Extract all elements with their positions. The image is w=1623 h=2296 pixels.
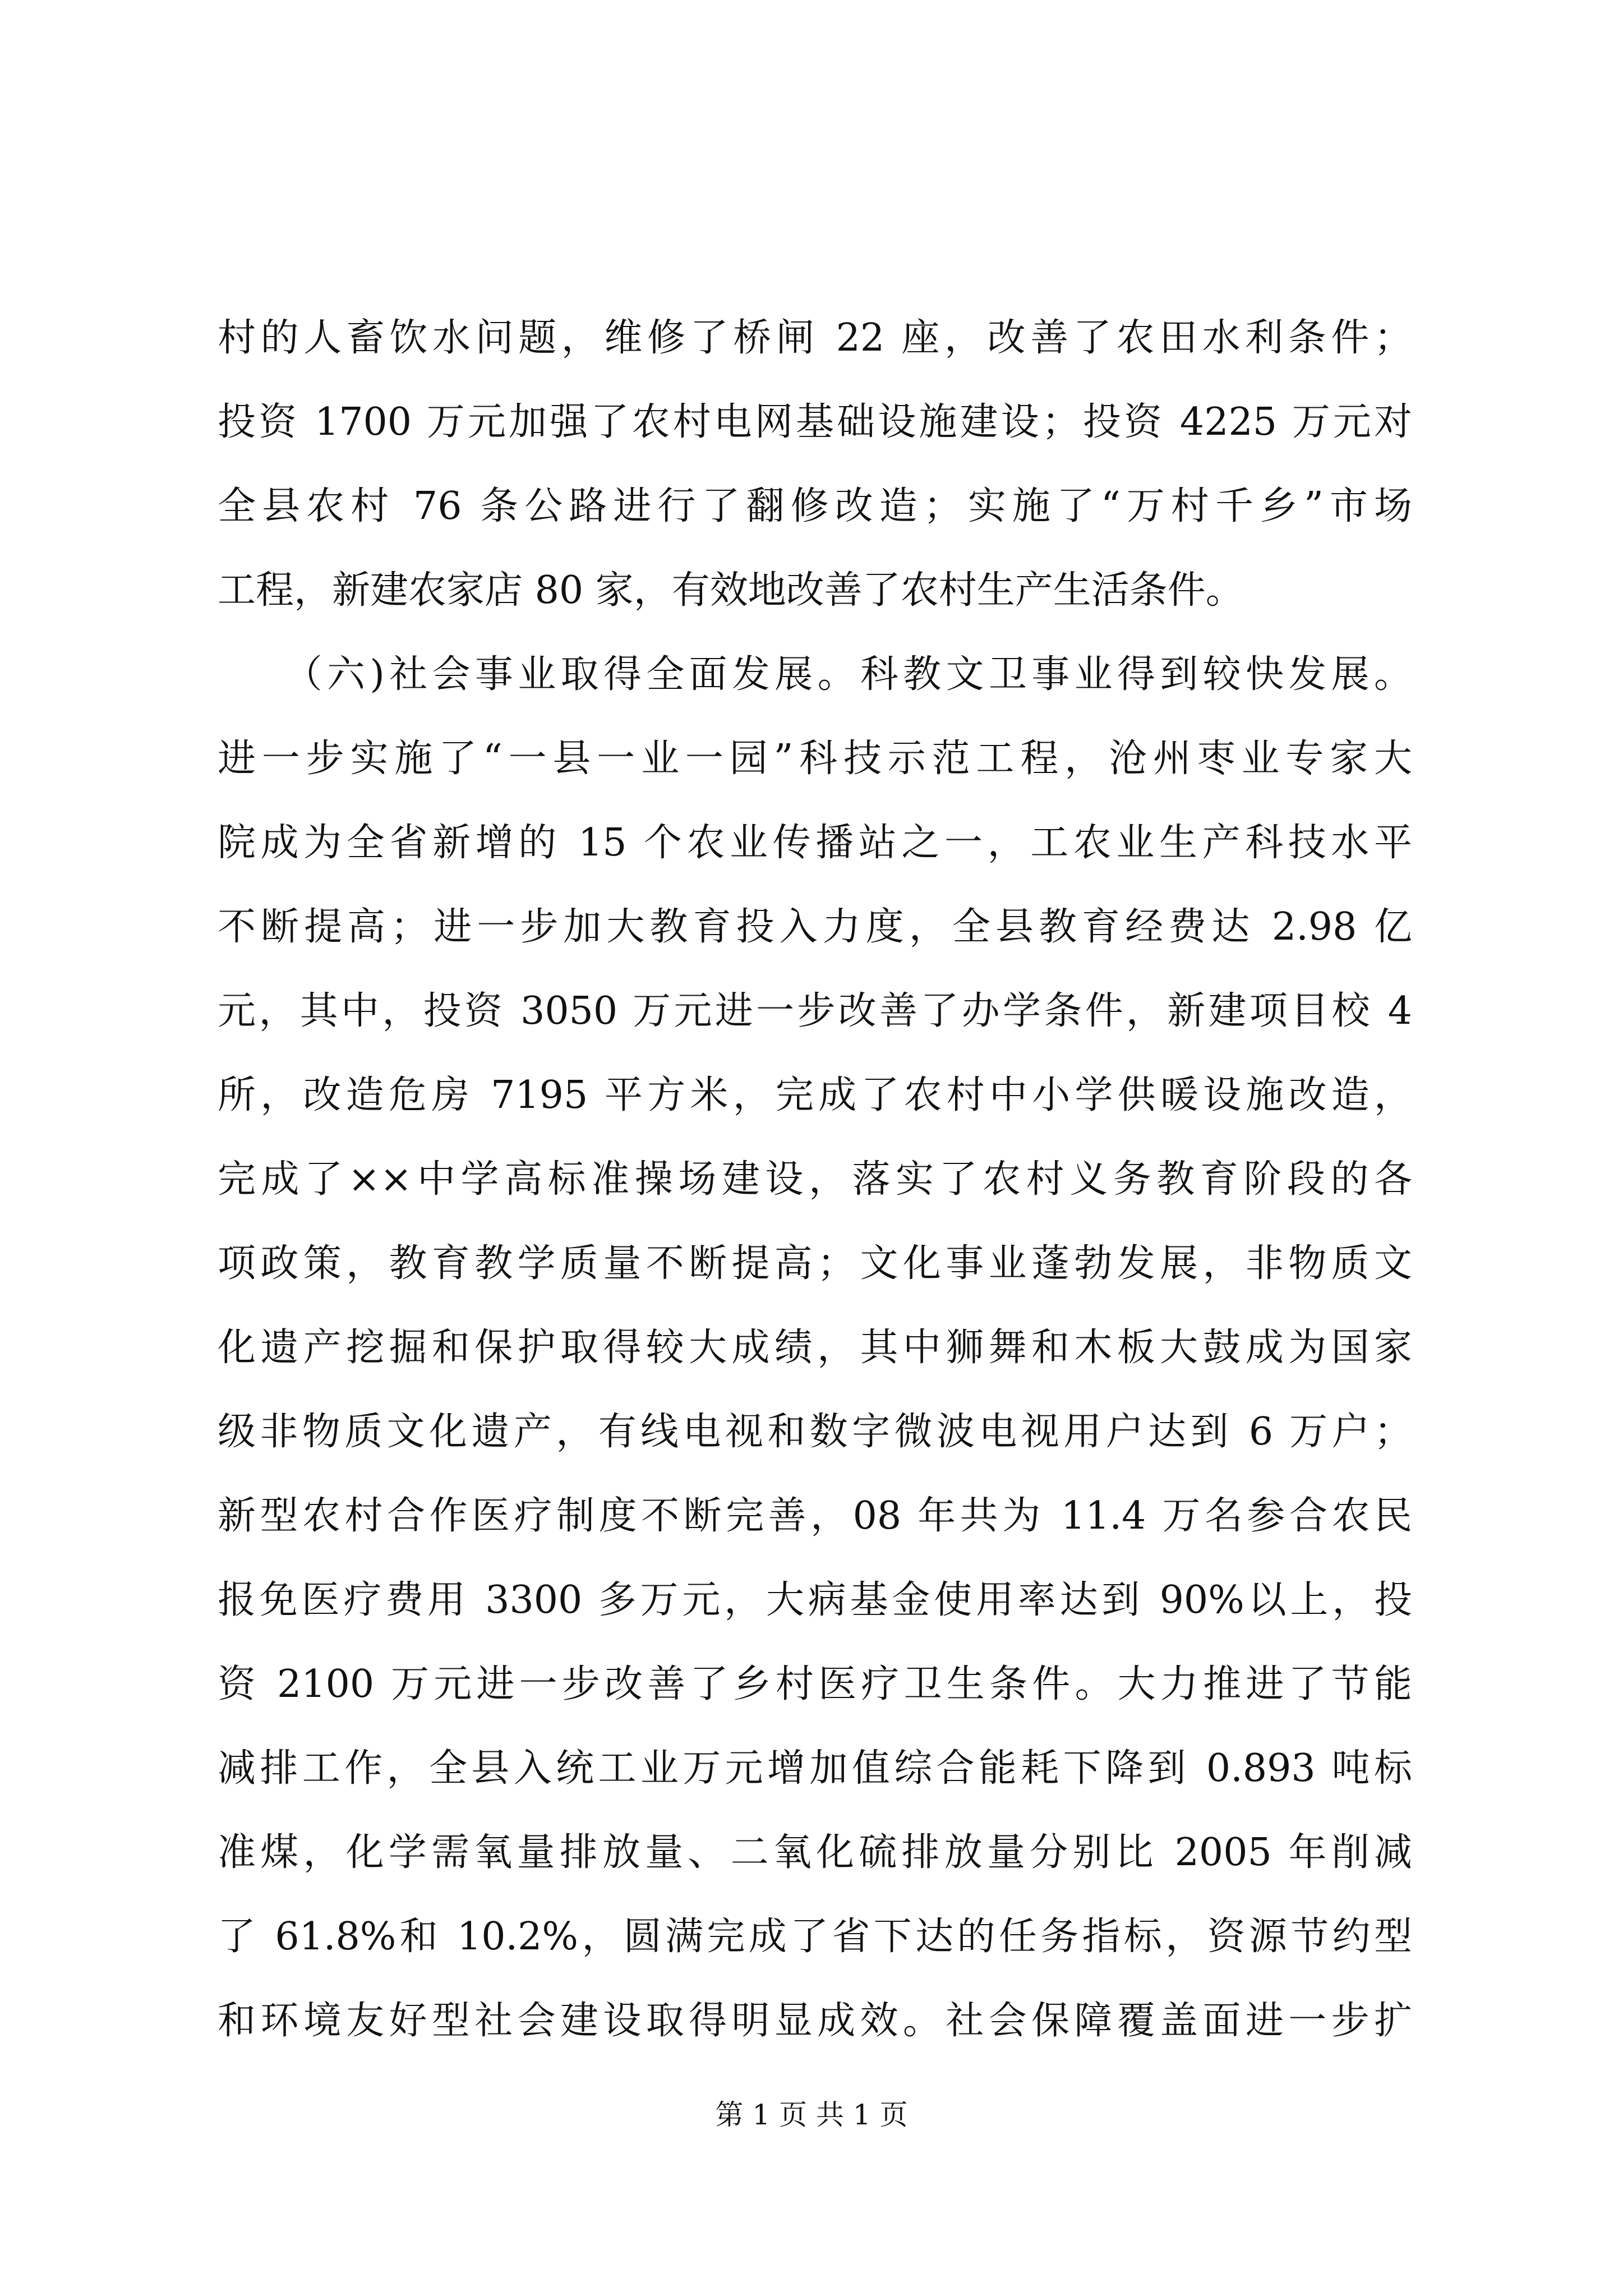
- text-line: 准煤，化学需氧量排放量、二氧化硫排放量分别比 2005 年削减: [218, 1830, 1412, 1875]
- text-line: 资 2100 万元进一步改善了乡村医疗卫生条件。大力推进了节能: [218, 1662, 1412, 1706]
- text-line: 完成了××中学高标准操场建设，落实了农村义务教育阶段的各: [218, 1157, 1412, 1202]
- text-line: 元，其中，投资 3050 万元进一步改善了办学条件，新建项目校 4: [218, 989, 1412, 1033]
- text-line: 院成为全省新增的 15 个农业传播站之一，工农业生产科技水平: [218, 821, 1412, 865]
- text-line: 进一步实施了“一县一业一园”科技示范工程，沧州枣业专家大: [218, 737, 1412, 781]
- page-number: 第 1 页 共 1 页: [715, 2099, 908, 2131]
- text-line: 和环境友好型社会建设取得明显成效。社会保障覆盖面进一步扩: [218, 1999, 1412, 2043]
- text-line: 全县农村 76 条公路进行了翻修改造；实施了“万村千乡”市场: [218, 484, 1412, 528]
- text-line: 报免医疗费用 3300 多万元，大病基金使用率达到 90%以上，投: [218, 1578, 1412, 1622]
- text-line: 级非物质文化遗产，有线电视和数字微波电视用户达到 6 万户；: [218, 1410, 1412, 1454]
- text-line: 化遗产挖掘和保护取得较大成绩，其中狮舞和木板大鼓成为国家: [218, 1326, 1412, 1370]
- text-line: 所，改造危房 7195 平方米，完成了农村中小学供暖设施改造，: [218, 1073, 1412, 1117]
- text-line: （六)社会事业取得全面发展。科教文卫事业得到较快发展。: [218, 652, 1412, 697]
- text-line: 工程，新建农家店 80 家，有效地改善了农村生产生活条件。: [218, 568, 1244, 613]
- page-footer: [0, 2095, 1623, 2134]
- text-line: 村的人畜饮水问题，维修了桥闸 22 座，改善了农田水利条件；: [218, 316, 1412, 360]
- text-line: 项政策，教育教学质量不断提高；文化事业蓬勃发展，非物质文: [218, 1241, 1412, 1286]
- text-line: 不断提高；进一步加大教育投入力度，全县教育经费达 2.98 亿: [218, 905, 1412, 949]
- body-text: [218, 296, 1412, 2063]
- text-line: 减排工作，全县入统工业万元增加值综合能耗下降到 0.893 吨标: [218, 1746, 1412, 1791]
- text-line: 投资 1700 万元加强了农村电网基础设施建设；投资 4225 万元对: [218, 400, 1412, 444]
- text-line: 了 61.8%和 10.2%，圆满完成了省下达的任务指标，资源节约型: [218, 1915, 1412, 1959]
- text-line: 新型农村合作医疗制度不断完善，08 年共为 11.4 万名参合农民: [218, 1494, 1412, 1538]
